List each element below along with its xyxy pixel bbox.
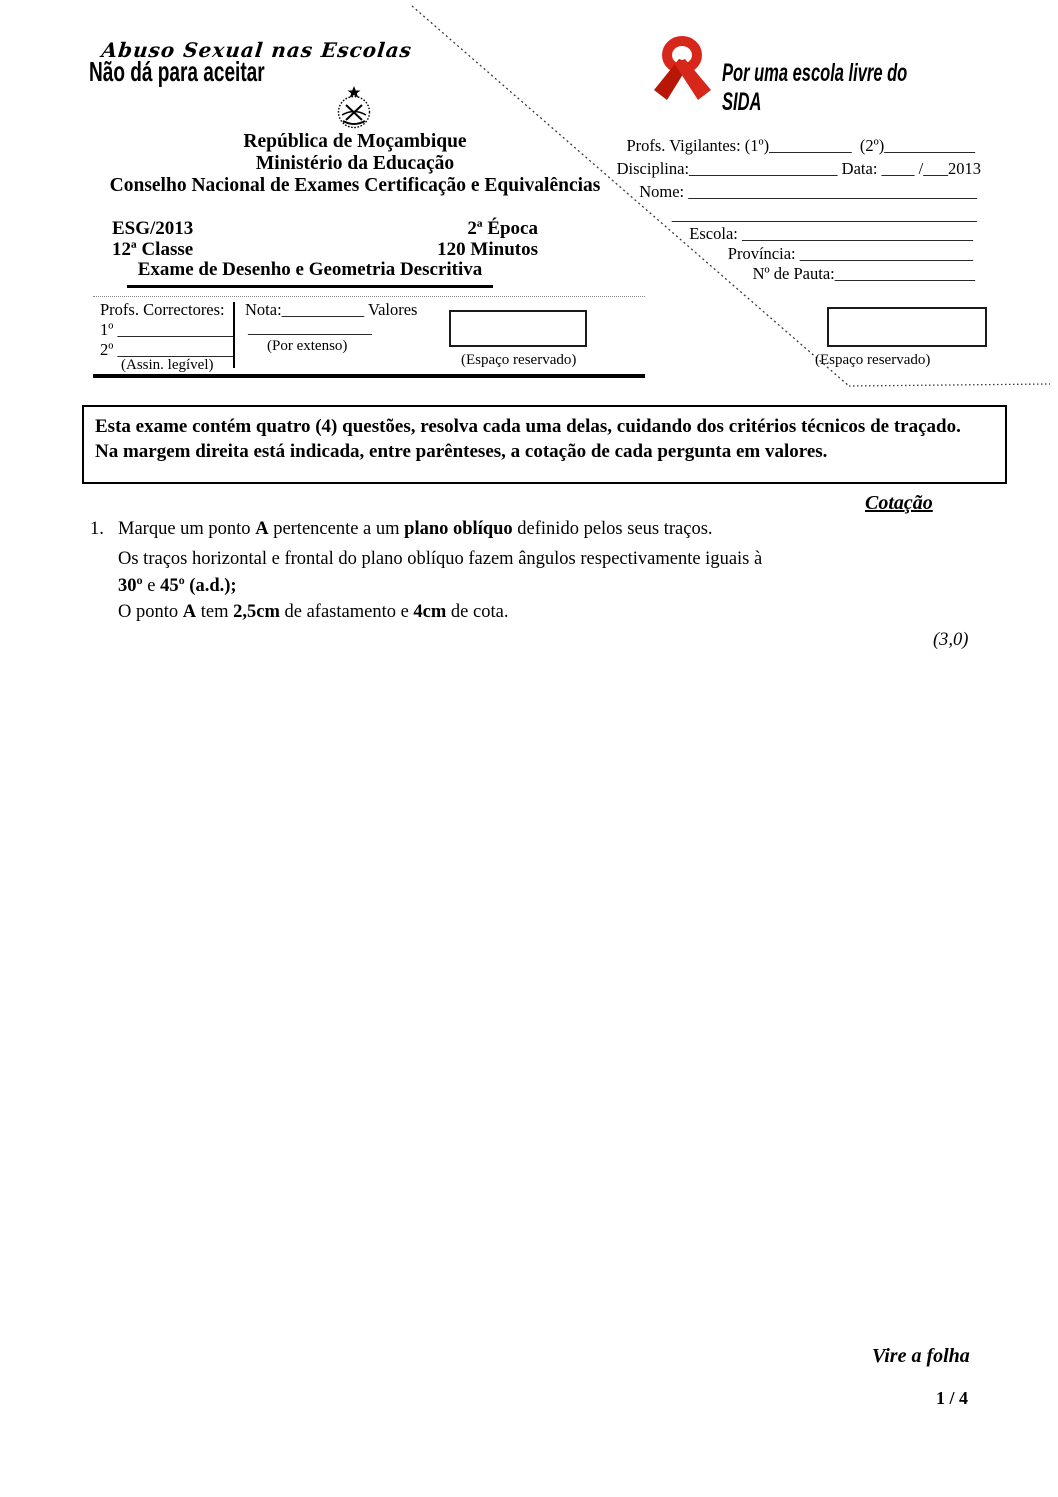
country-name: República de Moçambique [243,131,467,152]
correctors-bottom-rule [93,374,645,378]
campaign-slogan: Por uma escola livre do SIDA [722,59,908,116]
exam-title: Exame de Desenho e Geometria Descritiva [137,259,483,280]
correctors-vertical-divider [233,302,235,368]
instructions-line-1: Esta exame contém quatro (4) questões, resolva cada uma delas, cuidando dos critérios técnicos de traçado. [95,416,961,437]
nota-line: Nota:__________ Valores [245,300,418,319]
form-line-nome-2: _____________________________________ [671,205,977,224]
exam-title-underline [127,285,493,288]
form-line-disciplina-data: Disciplina:__________________ Data: ____ /___2013 [616,159,981,178]
turn-page-note: Vire a folha [872,1345,970,1367]
extenso-note: (Por extenso) [267,338,348,354]
question-1-line-1: Marque um ponto A pertencente a um plano oblíquo definido pelos seus traços. [118,519,713,539]
correctors-title: Profs. Correctores: [100,300,225,319]
corrector-first-line: 1º ______________ [100,320,233,339]
form-line-nome: Nome: ___________________________________ [639,182,977,201]
mozambique-emblem-icon [334,85,374,131]
form-line-provincia: Província: _____________________ [727,244,973,263]
campaign-bold-tagline: Não dá para aceitar [89,56,265,87]
page-number: 1 / 4 [936,1388,969,1408]
cotacao-heading: Cotação [865,492,933,514]
form-line-vigilantes: Profs. Vigilantes: (1º)__________ (2º)___________ [626,136,975,155]
question-1-score: (3,0) [933,630,969,650]
reserved-space-box-right [827,307,987,347]
signature-note: (Assin. legível) [121,357,214,373]
question-1-line-2: Os traços horizontal e frontal do plano oblíquo fazem ângulos respectivamente iguais à [118,549,763,569]
exam-duration: 120 Minutos [437,239,538,260]
question-1-line-4: O ponto A tem 2,5cm de afastamento e 4cm de cota. [118,602,509,622]
council-name: Conselho Nacional de Exames Certificação e Equivalências [109,175,601,196]
correctors-top-dotted-rule [93,296,645,297]
institution-header [95,131,615,197]
exam-grade: 12ª Classe [112,239,194,260]
instructions-line-2: Na margem direita está indicada, entre parênteses, a cotação de cada pergunta em valores. [95,441,828,462]
exam-epoch: 2ª Época [467,218,538,239]
reserved-space-caption-right: (Espaço reservado) [815,352,931,368]
question-1-line-3: 30º e 45º (a.d.); [118,576,237,596]
corrector-second-line: 2º ______________ [100,340,233,359]
campaign-script-tagline: Abuso Sexual nas Escolas [100,38,414,62]
instructions-box [82,405,1007,484]
nota-extenso-line: _______________ [248,318,372,337]
aids-ribbon-icon [648,36,720,112]
form-line-escola: Escola: ____________________________ [689,224,973,243]
ministry-name: Ministério da Educação [255,153,455,174]
reserved-space-caption-left: (Espaço reservado) [461,352,577,368]
reserved-space-box-left [449,310,587,347]
form-line-pauta: Nº de Pauta:_________________ [752,264,975,283]
exam-code: ESG/2013 [112,218,194,239]
question-1-number: 1. [90,519,104,539]
